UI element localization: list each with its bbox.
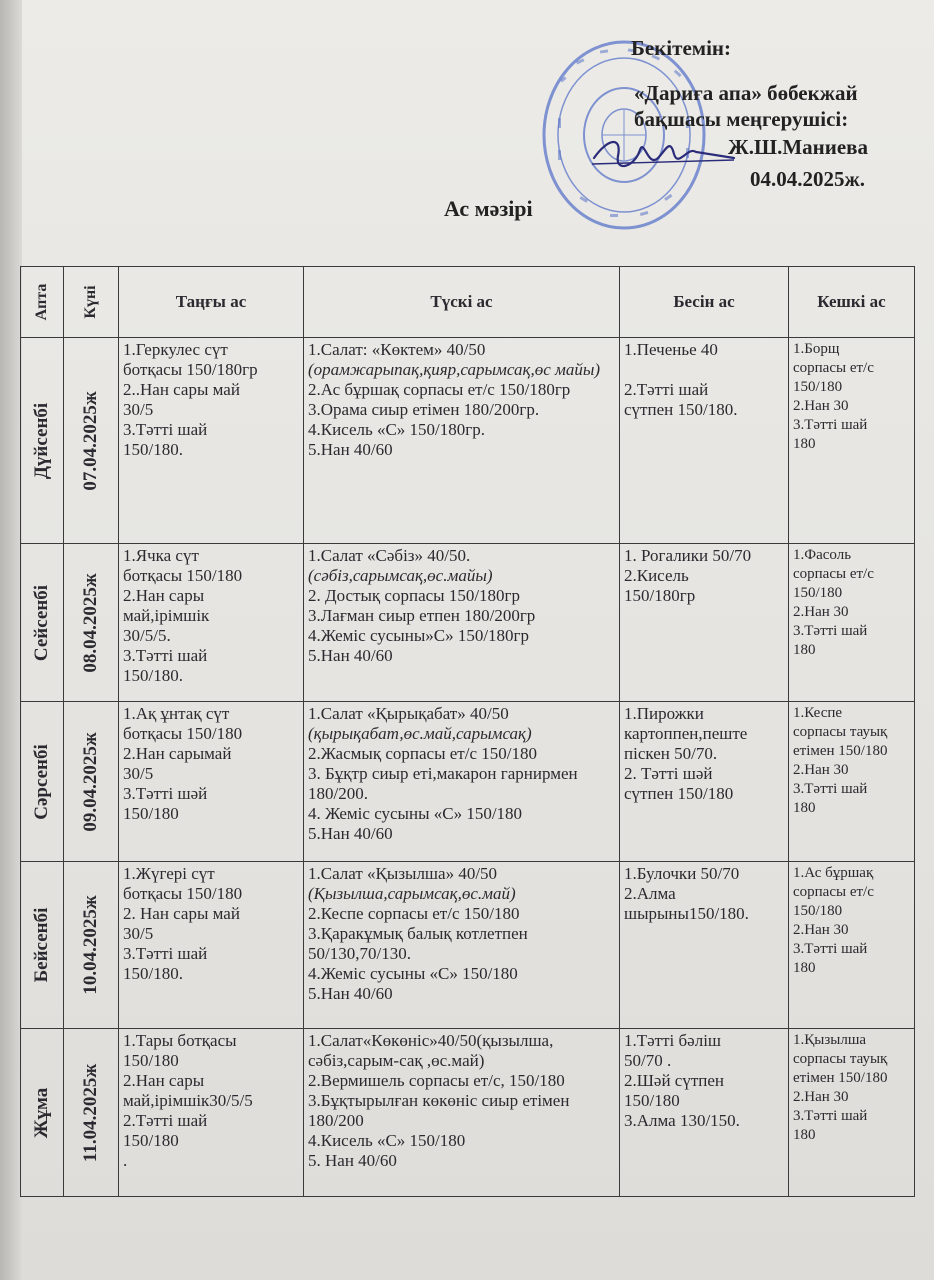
date-label: 09.04.2025ж <box>80 731 101 832</box>
lunch-line: 3.Лағман сиыр етпен 180/200гр <box>308 606 536 625</box>
date-label-cell <box>64 862 119 1029</box>
breakfast-line: ботқасы 150/180гр <box>123 360 258 379</box>
snack-line: шырыны150/180. <box>624 904 749 923</box>
lunch-line: 2.Кеспе сорпасы ет/с 150/180 <box>308 904 520 923</box>
lunch-line: 4.Жеміс сусыны «С» 150/180 <box>308 964 518 983</box>
lunch-line: 3. Бұқтр сиыр еті,макарон гарнирмен 180/200. <box>308 764 578 803</box>
dinner-line: 150/180 <box>793 379 843 395</box>
snack-line: 1.Тәтті бәліш <box>624 1031 722 1050</box>
lunch-line: 2.Вермишель сорпасы ет/с, 150/180 3.Бұқтырылған көкөніс сиыр етімен 180/200 <box>308 1071 570 1130</box>
snack-line: 3.Алма 130/150. <box>624 1111 740 1130</box>
header-day <box>64 267 119 338</box>
dinner-line: 150/180 <box>793 585 843 601</box>
dinner-cell <box>789 1029 915 1197</box>
dinner-line: 1.Ас бұршақ <box>793 865 874 881</box>
lunch-line: 5.Нан 40/60 <box>308 646 393 665</box>
snack-cell <box>620 338 789 544</box>
table-row <box>21 544 915 702</box>
lunch-line: 3.Қаракұмық балық котлетпен 50/130,70/130. <box>308 924 528 963</box>
breakfast-cell <box>119 862 304 1029</box>
lunch-cell <box>304 338 620 544</box>
snack-line: 2.Тәтті шай <box>624 380 709 399</box>
breakfast-line: 30/5 <box>123 764 154 783</box>
lunch-cell <box>304 702 620 862</box>
lunch-line: 3.Орама сиыр етімен 180/200гр. <box>308 400 540 419</box>
lunch-line: 1.Салат «Сәбіз» 40/50. <box>308 546 471 565</box>
date-label-cell <box>64 338 119 544</box>
breakfast-line: ботқасы 150/180 <box>123 566 243 585</box>
lunch-line: 4.Кисель «С» 150/180 <box>308 1131 466 1150</box>
lunch-line: (қырықабат,өс.май,сарымсақ) <box>308 724 532 743</box>
dinner-line: етімен 150/180 <box>793 1070 888 1086</box>
breakfast-line: 30/5 <box>123 924 154 943</box>
dinner-cell <box>789 862 915 1029</box>
snack-cell <box>620 702 789 862</box>
breakfast-line: май,ірімшік <box>123 606 210 625</box>
breakfast-cell <box>119 544 304 702</box>
snack-line: 1.Булочки 50/70 <box>624 864 740 883</box>
menu-table-body <box>21 338 915 1197</box>
snack-line: картоппен,пеште <box>624 724 748 743</box>
header-day-label: Күні <box>82 285 99 319</box>
breakfast-line: ботқасы 150/180 <box>123 724 243 743</box>
approval-date: 04.04.2025ж. <box>750 167 865 191</box>
lunch-line: 4. Жеміс сусыны «С» 150/180 <box>308 804 523 823</box>
approval-org-line1: «Дариға апа» бөбекжай <box>634 81 858 105</box>
weekday-label-cell <box>21 338 64 544</box>
snack-line: сүтпен 150/180. <box>624 400 738 419</box>
breakfast-line: 3.Тәтті шай <box>123 944 208 963</box>
dinner-cell <box>789 338 915 544</box>
dinner-line: 2.Нан 30 <box>793 398 849 414</box>
date-label-cell <box>64 1029 119 1197</box>
lunch-line: 4.Кисель «С» 150/180гр. <box>308 420 486 439</box>
breakfast-line: 150/180 <box>123 1131 179 1150</box>
weekday-label: Бейсенбі <box>31 907 52 983</box>
dinner-line: 2.Нан 30 <box>793 762 849 778</box>
approval-org-line2: бақшасы меңгерушісі: <box>634 107 849 131</box>
dinner-line: етімен 150/180 <box>793 743 888 759</box>
snack-line: 150/180гр <box>624 586 696 605</box>
lunch-line: 1.Салат «Қырықабат» 40/50 <box>308 704 509 723</box>
breakfast-line: 2.Нан сары <box>123 586 205 605</box>
dinner-line: 3.Тәтті шай <box>793 941 868 957</box>
weekday-label: Сәрсенбі <box>31 743 52 820</box>
snack-line: сүтпен 150/180 <box>624 784 734 803</box>
dinner-line: 1.Фасоль <box>793 547 852 563</box>
dinner-cell <box>789 544 915 702</box>
date-label: 07.04.2025ж <box>80 390 101 491</box>
breakfast-line: 1.Жүгері сүт <box>123 864 215 883</box>
breakfast-line: 2. Нан сары май <box>123 904 240 923</box>
dinner-line: сорпасы тауық <box>793 724 888 740</box>
dinner-line: 2.Нан 30 <box>793 1089 849 1105</box>
table-row <box>21 1029 915 1197</box>
dinner-line: сорпасы ет/с <box>793 566 874 582</box>
snack-line: піскен 50/70. <box>624 744 718 763</box>
dinner-line: 180 <box>793 960 816 976</box>
dinner-line: 180 <box>793 800 816 816</box>
dinner-line: 1.Борщ <box>793 341 840 357</box>
snack-cell <box>620 862 789 1029</box>
dinner-line: 180 <box>793 436 816 452</box>
dinner-line: сорпасы ет/с <box>793 884 874 900</box>
weekday-label-cell <box>21 702 64 862</box>
lunch-line: (Қызылша,сарымсақ,өс.май) <box>308 884 516 903</box>
table-row <box>21 338 915 544</box>
table-header-row <box>21 267 915 338</box>
weekday-label: Дүйсенбі <box>31 402 52 479</box>
date-label-cell <box>64 544 119 702</box>
dinner-line: сорпасы ет/с <box>793 360 874 376</box>
dinner-line: сорпасы тауық <box>793 1051 888 1067</box>
lunch-line: 5. Нан 40/60 <box>308 1151 397 1170</box>
header-week <box>21 267 64 338</box>
snack-line <box>624 360 784 380</box>
dinner-line: 180 <box>793 1127 816 1143</box>
breakfast-line: 1.Ақ ұнтақ сүт <box>123 704 230 723</box>
dinner-line: 1.Кеспе <box>793 705 843 721</box>
lunch-line: 2.Жасмық сорпасы ет/с 150/180 <box>308 744 537 763</box>
approval-title: Бекітемін: <box>631 36 732 60</box>
approval-name: Ж.Ш.Маниева <box>728 135 869 159</box>
handwritten-signature <box>588 128 738 176</box>
lunch-cell <box>304 544 620 702</box>
date-label: 11.04.2025ж <box>80 1063 101 1162</box>
dinner-line: 180 <box>793 642 816 658</box>
dinner-line: 2.Нан 30 <box>793 922 849 938</box>
snack-cell <box>620 544 789 702</box>
header-week-label: Апта <box>33 283 50 321</box>
breakfast-cell <box>119 1029 304 1197</box>
breakfast-line: 2.Тәтті шай <box>123 1111 208 1130</box>
dinner-line: 3.Тәтті шай <box>793 417 868 433</box>
date-label: 10.04.2025ж <box>80 895 101 995</box>
header-dinner: Кешкі ас <box>789 267 915 338</box>
breakfast-line: 3.Тәтті шәй <box>123 784 208 803</box>
weekday-label-cell <box>21 544 64 702</box>
snack-line: 150/180 <box>624 1091 680 1110</box>
lunch-line: 1.Салат«Көкөніс»40/50(қызылша, сәбіз,сарым-сақ ,өс.май) <box>308 1031 554 1070</box>
header-snack: Бесін ас <box>620 267 789 338</box>
breakfast-cell <box>119 338 304 544</box>
breakfast-cell <box>119 702 304 862</box>
dinner-line: 3.Тәтті шай <box>793 781 868 797</box>
dinner-line: 1.Қызылша <box>793 1032 867 1048</box>
breakfast-line: 150/180. <box>123 964 183 983</box>
lunch-line: 5.Нан 40/60 <box>308 440 393 459</box>
table-row <box>21 862 915 1029</box>
snack-line: 2.Алма <box>624 884 676 903</box>
breakfast-line: 1.Ячка сүт <box>123 546 199 565</box>
breakfast-line: 2..Нан сары май <box>123 380 240 399</box>
dinner-line: 3.Тәтті шай <box>793 623 868 639</box>
snack-line: 50/70 . <box>624 1051 672 1070</box>
snack-line: 2.Шәй сүтпен <box>624 1071 725 1090</box>
breakfast-line: 150/180 <box>123 1051 179 1070</box>
breakfast-line: 2.Нан сарымай <box>123 744 232 763</box>
weekday-label: Сейсенбі <box>31 584 52 661</box>
table-row <box>21 702 915 862</box>
breakfast-line: 1.Тары ботқасы <box>123 1031 237 1050</box>
breakfast-line: ботқасы 150/180 <box>123 884 243 903</box>
header-breakfast: Таңғы ас <box>119 267 304 338</box>
breakfast-line: 30/5/5. <box>123 626 171 645</box>
snack-line: 2.Кисель <box>624 566 689 585</box>
document-title: Ас мәзірі <box>444 196 533 221</box>
lunch-line: 5.Нан 40/60 <box>308 824 393 843</box>
breakfast-line: 150/180 <box>123 804 179 823</box>
snack-line: 2. Тәтті шәй <box>624 764 713 783</box>
snack-line: 1. Рогалики 50/70 <box>624 546 752 565</box>
lunch-line: 4.Жеміс сусыны»С» 150/180гр <box>308 626 530 645</box>
breakfast-line: 150/180. <box>123 666 183 685</box>
breakfast-line: 2.Нан сары <box>123 1071 205 1090</box>
breakfast-line: 30/5 <box>123 400 154 419</box>
weekday-label-cell <box>21 862 64 1029</box>
weekday-label-cell <box>21 1029 64 1197</box>
lunch-cell <box>304 1029 620 1197</box>
snack-cell <box>620 1029 789 1197</box>
lunch-line: 2.Ас бұршақ сорпасы ет/с 150/180гр <box>308 380 571 399</box>
date-label-cell <box>64 702 119 862</box>
breakfast-line: 150/180. <box>123 440 183 459</box>
dinner-line: 2.Нан 30 <box>793 604 849 620</box>
date-label: 08.04.2025ж <box>80 572 101 673</box>
page-edge-shadow <box>0 0 22 1280</box>
snack-line: 1.Пирожки <box>624 704 704 723</box>
breakfast-line: 3.Тәтті шай <box>123 420 208 439</box>
menu-table <box>20 266 915 1197</box>
dinner-line: 3.Тәтті шай <box>793 1108 868 1124</box>
header-lunch: Түскі ас <box>304 267 620 338</box>
breakfast-line: . <box>123 1151 128 1170</box>
breakfast-line: 3.Тәтті шай <box>123 646 208 665</box>
weekday-label: Жұма <box>31 1087 52 1138</box>
lunch-line: (орамжарыпақ,қияр,сарымсақ,өс майы) <box>308 360 601 379</box>
lunch-line: (сәбіз,сарымсақ,өс.майы) <box>308 566 493 585</box>
dinner-cell <box>789 702 915 862</box>
dinner-line: 150/180 <box>793 903 843 919</box>
breakfast-line: 1.Геркулес сүт <box>123 340 228 359</box>
lunch-line: 2. Достық сорпасы 150/180гр <box>308 586 521 605</box>
lunch-line: 1.Салат «Қызылша» 40/50 <box>308 864 498 883</box>
breakfast-line: май,ірімшік30/5/5 <box>123 1091 253 1110</box>
lunch-line: 1.Салат: «Көктем» 40/50 <box>308 340 486 359</box>
lunch-line: 5.Нан 40/60 <box>308 984 393 1003</box>
lunch-cell <box>304 862 620 1029</box>
snack-line: 1.Печенье 40 <box>624 340 718 359</box>
